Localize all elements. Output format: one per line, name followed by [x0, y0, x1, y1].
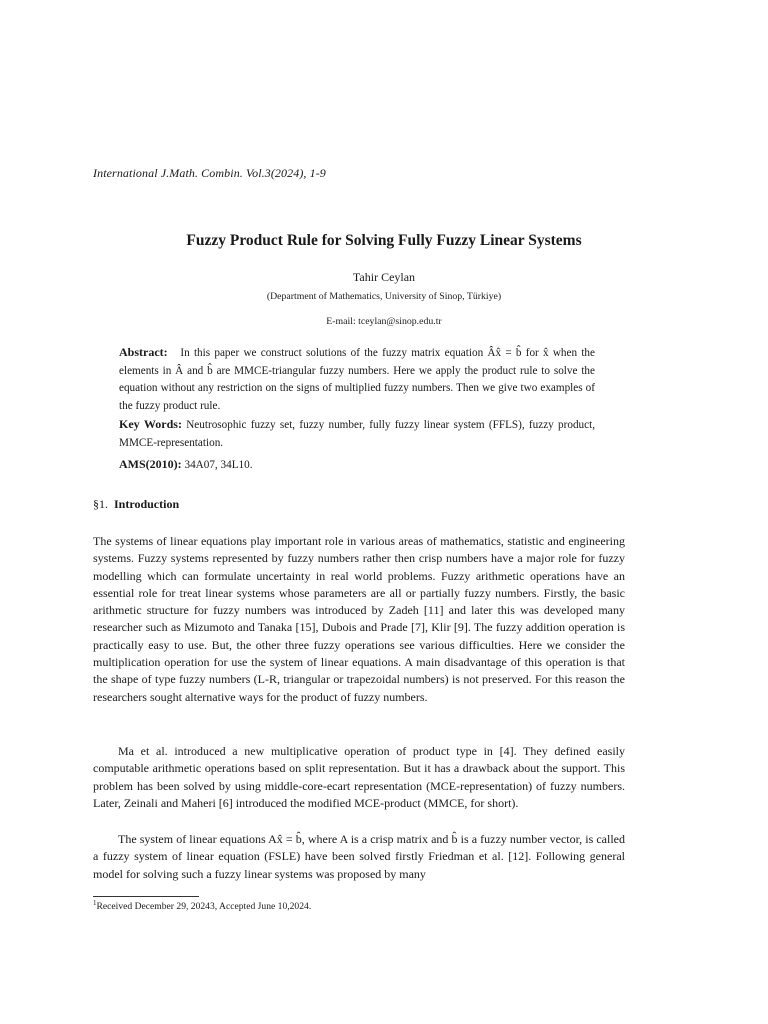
- author-email: E-mail: tceylan@sinop.edu.tr: [326, 316, 442, 327]
- footnote-rule: [93, 896, 199, 897]
- footnote-text: Received December 29, 20243, Accepted June 10,2024.: [96, 901, 312, 913]
- section-number: §1.: [93, 497, 108, 511]
- section-heading: [93, 497, 179, 512]
- paragraph: The systems of linear equations play important role in various areas of mathematics, statistic and engineering systems. Fuzzy systems represented by fuzzy numbers rather then crisp numbers have a major role for fuzzy modelling which can formulate uncertainty in real world problems. Fuzzy arithmetic operations have an essential role for treat linear systems whose parameters are all or partially fuzzy numbers. Firstly, the basic arithmetic structure for fuzzy numbers was introduced by Zadeh [11] and later this was developed many researcher such as Mizumoto and Tanaka [15], Dubois and Prade [7], Klir [9]. The fuzzy addition operation is practically easy to use. But, the other three fuzzy operations see various difficulties. Here we consider the multiplication operation for use the system of linear equations. A main disadvantage of this operation is that the shape of type fuzzy numbers (L-R, triangular or trapezoidal numbers) is not preserved. For this reason the researchers sought alternative ways for the product of fuzzy numbers.: [93, 534, 625, 704]
- ams-text: 34A07, 34L10.: [184, 459, 253, 471]
- key-words: Key Words: Neutrosophic fuzzy set, fuzzy number, fully fuzzy linear system (FFLS), fuzzy product, MMCE-representation.: [119, 417, 596, 449]
- author-name: Tahir Ceylan: [352, 270, 416, 284]
- ams-classification: AMS(2010): 34A07, 34L10.: [119, 457, 253, 471]
- paragraph: Ma et al. introduced a new multiplicative operation of product type in [4]. They defined easily computable arithmetic operations based on split representation. But it has a drawback about the support. This problem has been solved by using middle-core-ecart representation (MCE-representation) of fuzzy numbers. Later, Zeinali and Maheri [6] introduced the modified MCE-product (MMCE, for short).: [93, 744, 625, 810]
- paper-title: Fuzzy Product Rule for Solving Fully Fuzzy Linear Systems: [186, 232, 582, 249]
- journal-header: International J.Math. Combin. Vol.3(2024), 1-9: [93, 166, 326, 180]
- ams-label: AMS(2010): [119, 457, 178, 471]
- abstract: Abstract: In this paper we construct solutions of the fuzzy matrix equation Âx̂ = b̂ for x̂ when the elements in Â and b̂ are MMCE-triangular fuzzy numbers. Here we apply the product rule to solve the equation without any restriction on the signs of multiplied fuzzy numbers. Then we give two examples of the fuzzy product rule.: [119, 345, 595, 412]
- abstract-text: In this paper we construct solutions of the fuzzy matrix equation Âx̂ = b̂ for x̂ when the elements in Â and b̂ are MMCE-triangular fuzzy numbers. Here we apply the product rule to solve the equation without any restriction on the signs of multiplied fuzzy numbers. Then we give two examples of the fuzzy product rule.: [119, 347, 595, 412]
- keywords-label: Key Words: [119, 417, 178, 431]
- section-title: Introduction: [114, 497, 180, 511]
- footnote-marker: 1: [93, 899, 97, 907]
- abstract-label: Abstract: [119, 345, 164, 359]
- paragraph: The system of linear equations Ax̂ = b̂, where A is a crisp matrix and b̂ is a fuzzy number vector, is called a fuzzy system of linear equation (FSLE) have been solved firstly Friedman et al. [12]. Following general model for solving such a fuzzy linear systems was proposed by many: [93, 832, 625, 881]
- footnote: [93, 899, 311, 912]
- keywords-text: Neutrosophic fuzzy set, fuzzy number, fully fuzzy linear system (FFLS), fuzzy product, MMCE-representation.: [119, 419, 596, 449]
- author-affiliation: (Department of Mathematics, University of Sinop, Türkiye): [266, 291, 502, 302]
